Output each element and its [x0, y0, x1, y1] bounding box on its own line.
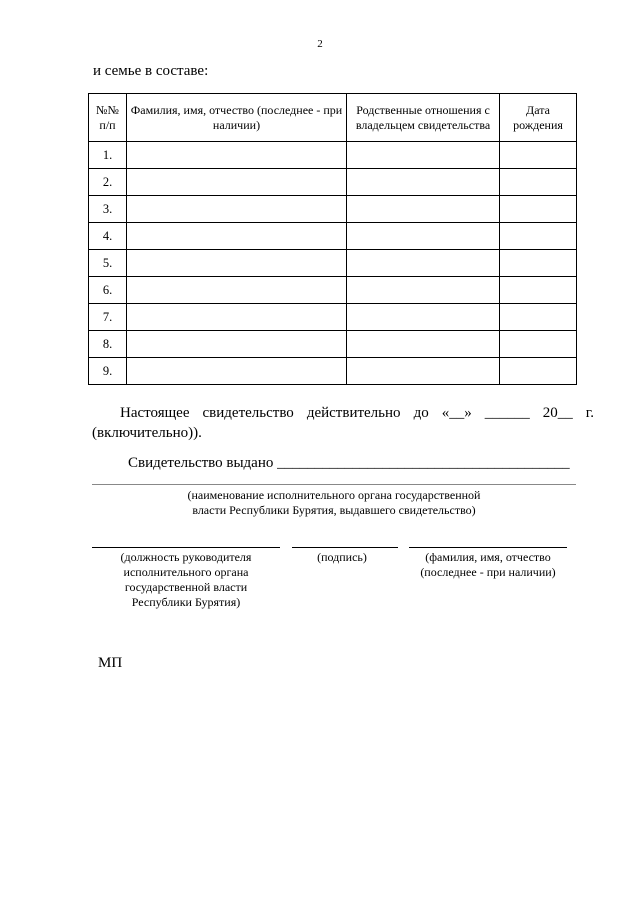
table-row [89, 223, 577, 250]
full-name-cell [127, 169, 347, 196]
validity-month-blank: ______ [484, 405, 530, 421]
table-row [89, 169, 577, 196]
position-signature-line [92, 547, 280, 548]
birth-date-cell [500, 142, 577, 169]
relationship-cell [347, 223, 500, 250]
name-caption [402, 550, 574, 580]
full-name-cell [127, 250, 347, 277]
birth-date-cell [500, 304, 577, 331]
header-birth-date: Дата рождения [500, 94, 577, 142]
table-row [89, 358, 577, 385]
issued-by-label: Свидетельство выдано [128, 455, 274, 471]
row-number: 4. [89, 223, 127, 250]
table-row [89, 331, 577, 358]
position-caption [92, 550, 280, 610]
header-relationship: Родственные отношения с владельцем свидетельства [347, 94, 500, 142]
birth-date-cell [500, 223, 577, 250]
row-number: 7. [89, 304, 127, 331]
birth-date-cell [500, 250, 577, 277]
family-intro-text: и семье в составе: [93, 63, 209, 79]
relationship-cell [347, 250, 500, 277]
full-name-cell [127, 196, 347, 223]
full-name-cell [127, 277, 347, 304]
birth-date-cell [500, 277, 577, 304]
table-row [89, 196, 577, 223]
relationship-cell [347, 196, 500, 223]
birth-date-cell [500, 358, 577, 385]
table-row [89, 250, 577, 277]
caption-line: исполнительного органа [123, 565, 249, 579]
relationship-cell [347, 142, 500, 169]
table-row [89, 142, 577, 169]
relationship-cell [347, 169, 500, 196]
validity-word: до [413, 405, 429, 421]
row-number: 5. [89, 250, 127, 277]
header-full-name: Фамилия, имя, отчество (последнее - при наличии) [127, 94, 347, 142]
birth-date-cell [500, 196, 577, 223]
full-name-cell [127, 142, 347, 169]
row-number: 9. [89, 358, 127, 385]
birth-date-cell [500, 331, 577, 358]
issued-by-blank: _______________________________________ [277, 455, 570, 471]
validity-line [92, 403, 594, 423]
row-number: 2. [89, 169, 127, 196]
row-number: 3. [89, 196, 127, 223]
full-name-cell [127, 304, 347, 331]
relationship-cell [347, 358, 500, 385]
issued-by-line [128, 455, 570, 472]
validity-year-blank: 20__ [542, 405, 573, 421]
row-number: 8. [89, 331, 127, 358]
relationship-cell [347, 304, 500, 331]
signature-line [292, 547, 398, 548]
validity-word: Настоящее [120, 405, 190, 421]
caption-line: (фамилия, имя, отчество [425, 550, 551, 564]
validity-day-blank: «__» [441, 405, 472, 421]
relationship-cell [347, 277, 500, 304]
caption-line: Республики Бурятия) [131, 595, 241, 609]
validity-word: свидетельство [202, 405, 294, 421]
validity-paragraph [92, 403, 594, 443]
birth-date-cell [500, 169, 577, 196]
caption-line: государственной власти [124, 580, 248, 594]
validity-inclusive: (включительно)). [92, 425, 202, 441]
caption-line: (наименование исполнительного органа государственной [187, 488, 481, 502]
full-name-cell [127, 331, 347, 358]
row-number: 1. [89, 142, 127, 169]
issuer-caption [92, 488, 576, 518]
caption-line: (должность руководителя [120, 550, 252, 564]
header-number: №№ п/п [89, 94, 127, 142]
table-row [89, 304, 577, 331]
family-members-table [88, 93, 577, 385]
row-number: 6. [89, 277, 127, 304]
stamp-placeholder: МП [98, 655, 123, 671]
table-header-row [89, 94, 577, 142]
relationship-cell [347, 331, 500, 358]
full-name-cell [127, 223, 347, 250]
table-row [89, 277, 577, 304]
validity-word: действительно [306, 405, 401, 421]
validity-word: г. [585, 405, 594, 421]
signature-caption: (подпись) [317, 550, 367, 564]
issuer-divider [92, 484, 576, 485]
page-number: 2 [317, 38, 323, 50]
caption-line: (последнее - при наличии) [420, 565, 556, 579]
caption-line: власти Республики Бурятия, выдавшего свидетельство) [192, 503, 476, 517]
full-name-cell [127, 358, 347, 385]
name-signature-line [409, 547, 567, 548]
